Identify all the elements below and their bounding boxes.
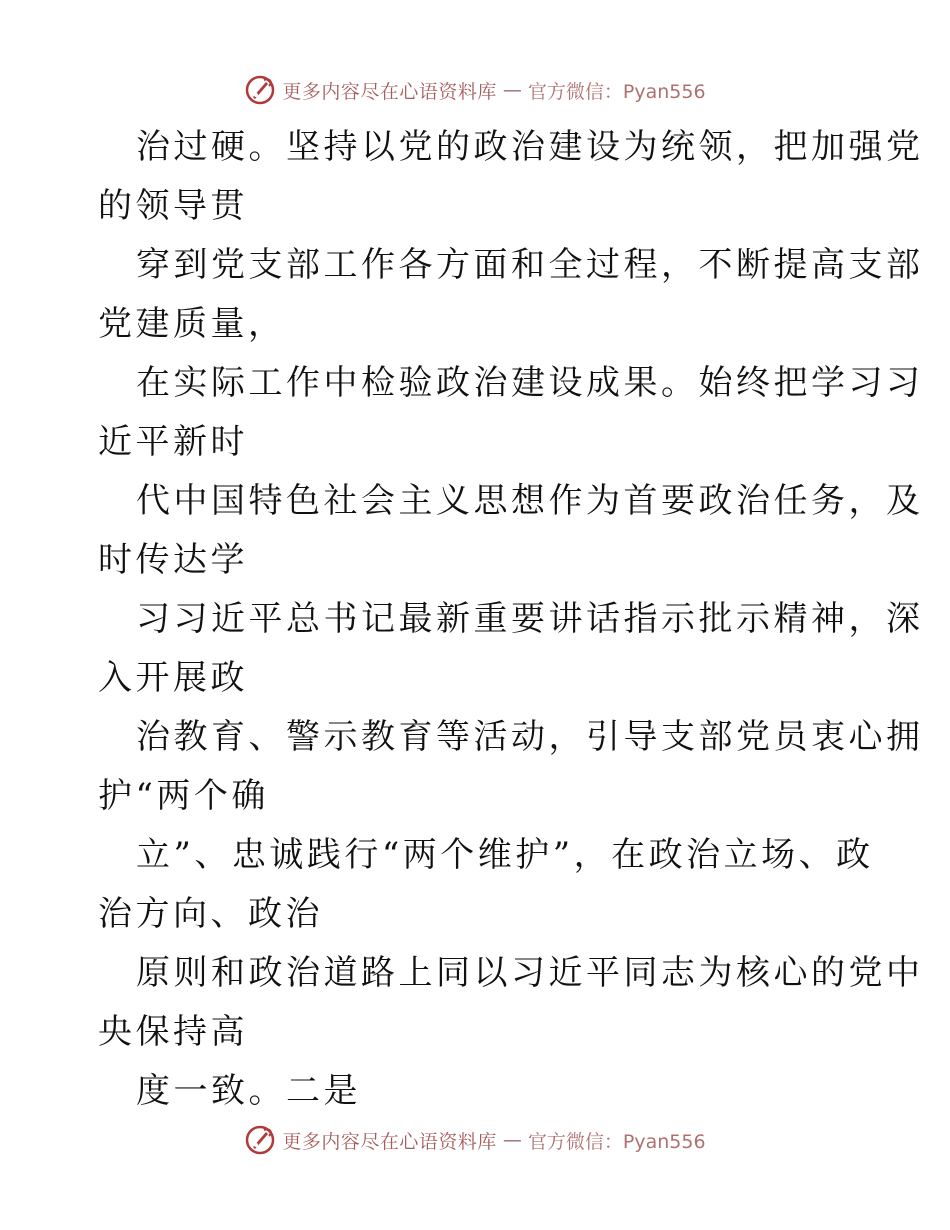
watermark-dash: —: [502, 79, 522, 101]
footer-watermark: [0, 1120, 950, 1160]
paragraph-line: 治方向、政治: [98, 894, 323, 934]
paragraph-4: [0, 472, 950, 590]
paragraph-1: [0, 118, 950, 236]
paragraph-line: 护“两个确: [98, 776, 269, 816]
watermark-official-text: 官方微信：Pyan556: [527, 1130, 706, 1153]
watermark-official-text: 官方微信：Pyan556: [527, 80, 706, 103]
paragraph-line: 穿到党支部工作各方面和全过程，不断提高支部: [136, 245, 924, 285]
paragraph-7: [0, 826, 950, 944]
paragraph-2: [0, 236, 950, 354]
paragraph-line: 代中国特色社会主义思想作为首要政治任务，及: [136, 481, 924, 521]
paragraph-line: 在实际工作中检验政治建设成果。始终把学习习: [136, 363, 924, 403]
watermark-site-text: 更多内容尽在心语资料库: [282, 80, 497, 103]
paragraph-line: 习习近平总书记最新重要讲话指示批示精神，深: [136, 599, 924, 639]
paragraph-5: [0, 590, 950, 708]
paragraph-line: 治教育、警示教育等活动，引导支部党员衷心拥: [136, 717, 924, 757]
paragraph-line: 治过硬。坚持以党的政治建设为统领，把加强党: [136, 127, 924, 167]
quill-logo-icon: [244, 74, 276, 106]
paragraph-9: [0, 1062, 950, 1121]
paragraph-line: 近平新时: [98, 422, 248, 462]
paragraph-line: 的领导贯: [98, 186, 248, 226]
paragraph-line: 度一致。二是: [136, 1071, 361, 1111]
watermark-dash: —: [502, 1129, 522, 1151]
header-watermark: [0, 70, 950, 110]
paragraph-line: 时传达学: [98, 540, 248, 580]
paragraph-line: 入开展政: [98, 658, 248, 698]
paragraph-line: 原则和政治道路上同以习近平同志为核心的党中: [136, 953, 924, 993]
quill-logo-icon: [244, 1124, 276, 1156]
paragraph-line: 央保持高: [98, 1012, 248, 1052]
watermark-site-text: 更多内容尽在心语资料库: [282, 1130, 497, 1153]
paragraph-line: 党建质量，: [98, 304, 286, 344]
paragraph-3: [0, 354, 950, 472]
document-body: [0, 118, 950, 1121]
paragraph-6: [0, 708, 950, 826]
paragraph-line: 立”、忠诚践行“两个维护”，在政治立场、政: [136, 835, 874, 875]
paragraph-8: [0, 944, 950, 1062]
